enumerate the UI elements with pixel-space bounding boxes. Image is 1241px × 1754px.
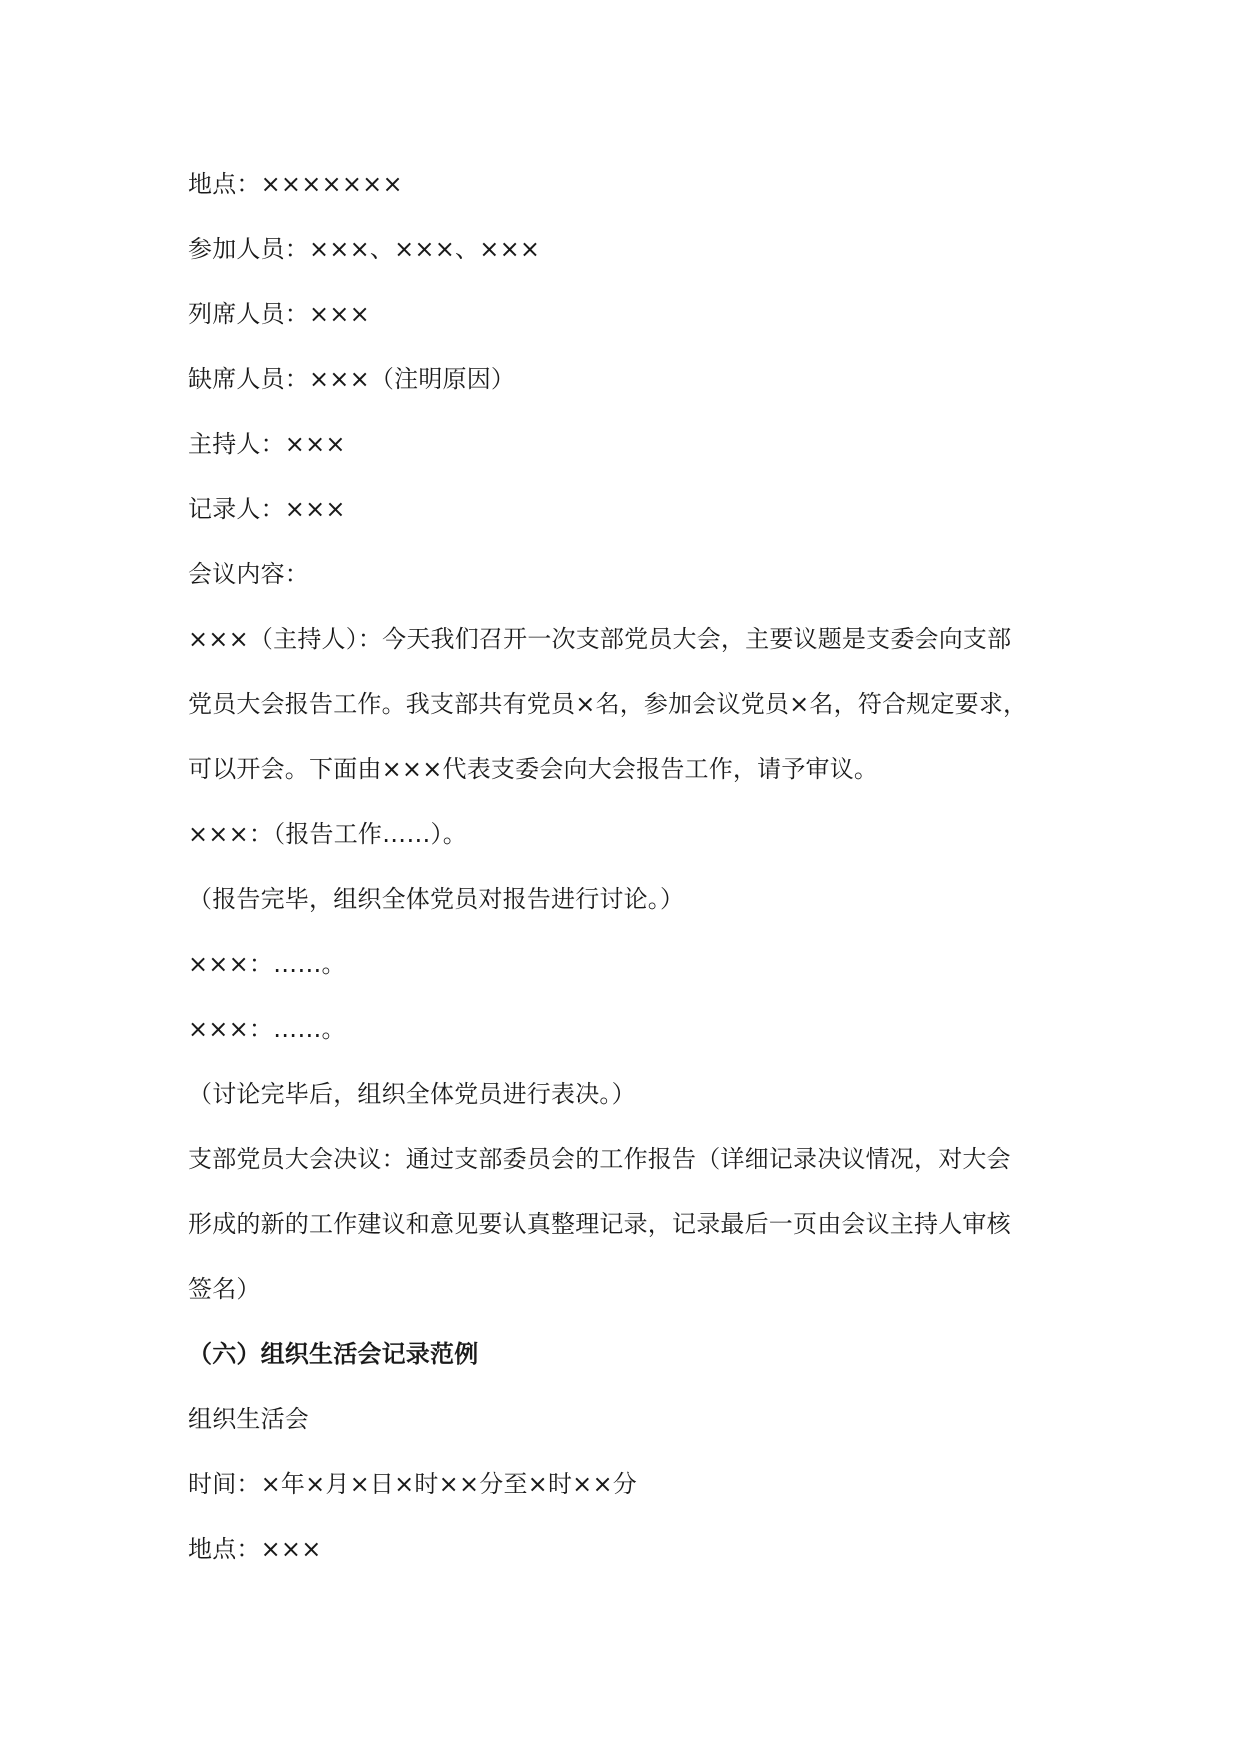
paragraph-line: （报告完毕，组织全体党员对报告进行讨论。） [188, 885, 685, 913]
paragraph-line: 支部党员大会决议：通过支部委员会的工作报告（详细记录决议情况，对大会 [188, 1145, 1011, 1173]
paragraph-line: （讨论完毕后，组织全体党员进行表决。） [188, 1080, 636, 1108]
paragraph-line: 形成的新的工作建议和意见要认真整理记录，记录最后一页由会议主持人审核 [188, 1210, 1011, 1238]
section-heading: （六）组织生活会记录范例 [188, 1340, 479, 1368]
recorder-line: 记录人：××× [188, 495, 346, 523]
time-line: 时间：×年×月×日×时××分至×时××分 [188, 1470, 637, 1498]
location-line: 地点：××××××× [188, 170, 403, 198]
paragraph-line: ×××：……。 [188, 1015, 346, 1043]
section-subtitle: 组织生活会 [188, 1405, 309, 1433]
observers-line: 列席人员：××× [188, 300, 370, 328]
absentees-line: 缺席人员：×××（注明原因） [188, 365, 516, 393]
paragraph-line: ×××：（报告工作……）。 [188, 820, 467, 848]
paragraph-line: ×××（主持人）：今天我们召开一次支部党员大会，主要议题是支委会向支部 [188, 625, 1012, 653]
paragraph-line: 党员大会报告工作。我支部共有党员×名，参加会议党员×名，符合规定要求， [188, 690, 1028, 718]
location-line: 地点：××× [188, 1535, 322, 1563]
paragraph-line: 可以开会。下面由×××代表支委会向大会报告工作，请予审议。 [188, 755, 879, 783]
meeting-content-label: 会议内容： [188, 560, 309, 588]
host-line: 主持人：××× [188, 430, 346, 458]
paragraph-line: ×××：……。 [188, 950, 346, 978]
paragraph-line: 签名） [188, 1275, 261, 1303]
attendees-line: 参加人员：×××、×××、××× [188, 235, 541, 263]
